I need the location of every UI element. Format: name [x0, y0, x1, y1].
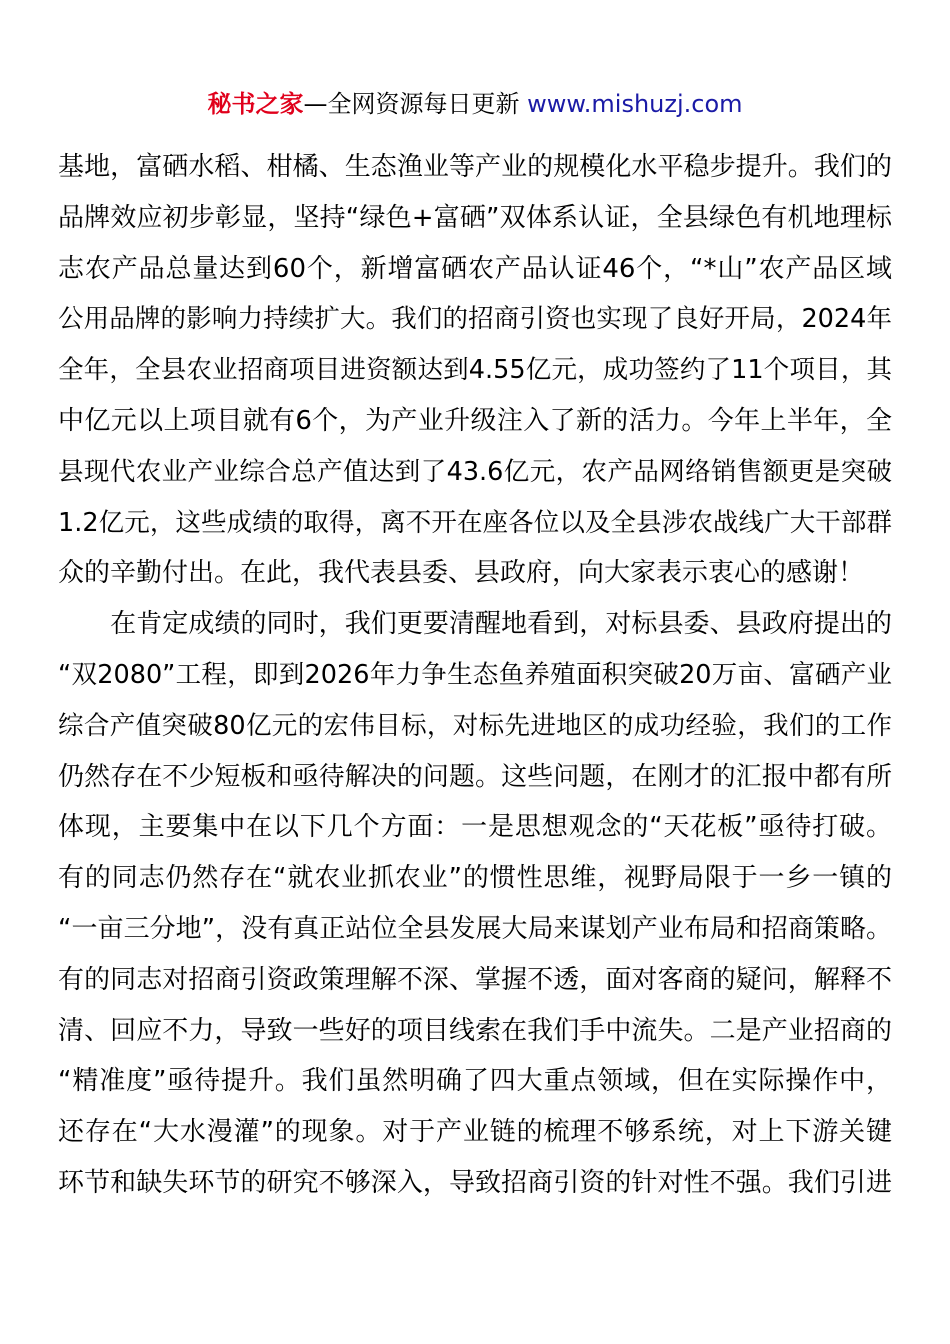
text-line: 还存在“大水漫灌”的现象。对于产业链的梳理不够系统，对上下游关键 — [58, 1117, 892, 1148]
document-body — [58, 142, 892, 1209]
text-line: 全年，全县农业招商项目进资额达到4.55亿元，成功签约了11个项目，其 — [58, 355, 892, 386]
header-tagline: —全网资源每日更新 — [303, 90, 520, 118]
text-line: 众的辛勤付出。在此，我代表县委、县政府，向大家表示衷心的感谢！ — [58, 558, 865, 589]
text-line: 志农产品总量达到60个，新增富硒农产品认证46个，“*山”农产品区域 — [58, 253, 892, 284]
page-header — [0, 86, 950, 122]
text-line: 有的同志仍然存在“就农业抓农业”的惯性思维，视野局限于一乡一镇的 — [58, 863, 892, 894]
text-line: 在肯定成绩的同时，我们更要清醒地看到，对标县委、县政府提出的 — [58, 609, 892, 640]
text-line: “精准度”亟待提升。我们虽然明确了四大重点领域，但在实际操作中， — [58, 1066, 892, 1097]
text-line: 仍然存在不少短板和亟待解决的问题。这些问题，在刚才的汇报中都有所 — [58, 761, 892, 792]
text-line: 体现，主要集中在以下几个方面：一是思想观念的“天花板”亟待打破。 — [58, 812, 892, 843]
text-line: 县现代农业产业综合总产值达到了43.6亿元，农产品网络销售额更是突破 — [58, 456, 892, 487]
text-line: 品牌效应初步彰显，坚持“绿色+富硒”双体系认证，全县绿色有机地理标 — [58, 202, 892, 233]
text-line: 综合产值突破80亿元的宏伟目标，对标先进地区的成功经验，我们的工作 — [58, 710, 892, 741]
text-line: 环节和缺失环节的研究不够深入，导致招商引资的针对性不强。我们引进 — [58, 1167, 892, 1198]
text-line: “一亩三分地”，没有真正站位全县发展大局来谋划产业布局和招商策略。 — [58, 913, 892, 944]
text-line: 公用品牌的影响力持续扩大。我们的招商引资也实现了良好开局，2024年 — [58, 304, 892, 335]
text-line: 有的同志对招商引资政策理解不深、掌握不透，面对客商的疑问，解释不 — [58, 964, 892, 995]
brand-name: 秘书之家 — [207, 90, 304, 118]
text-line: “双2080”工程，即到2026年力争生态鱼养殖面积突破20万亩、富硒产业 — [58, 659, 892, 690]
text-line: 清、回应不力，导致一些好的项目线索在我们手中流失。二是产业招商的 — [58, 1015, 892, 1046]
text-line: 中亿元以上项目就有6个，为产业升级注入了新的活力。今年上半年，全 — [58, 405, 892, 436]
text-line: 1.2亿元，这些成绩的取得，离不开在座各位以及全县涉农战线广大干部群 — [58, 507, 892, 538]
text-line: 基地，富硒水稻、柑橘、生态渔业等产业的规模化水平稳步提升。我们的 — [58, 152, 892, 182]
site-url-link[interactable]: www.mishuzj.com — [527, 90, 743, 118]
